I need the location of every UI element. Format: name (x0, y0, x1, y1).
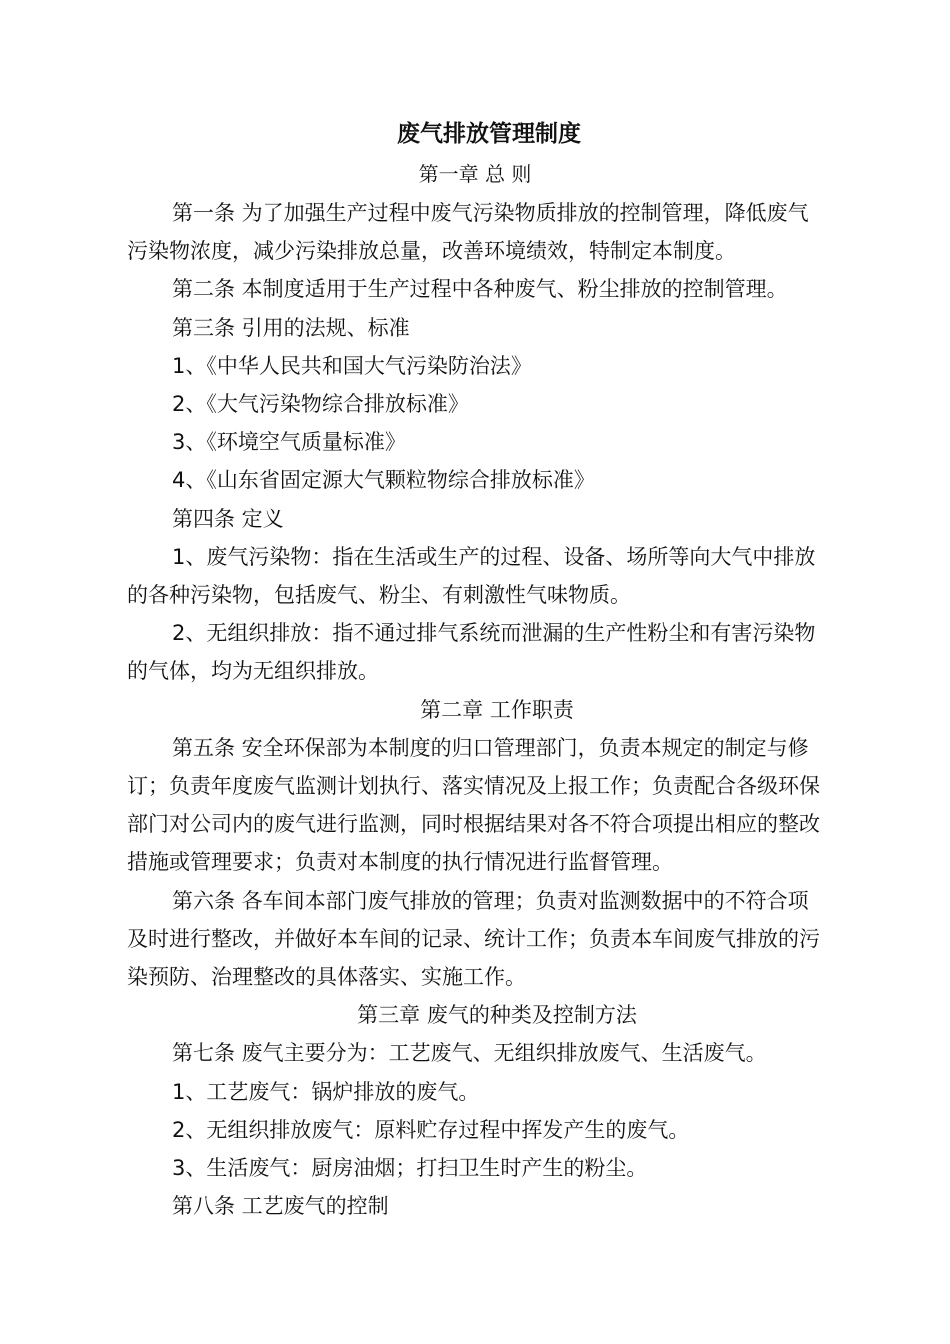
article-3: 第三条 引用的法规、标准 (172, 315, 410, 340)
definition-1: 1、废气污染物：指在生活或生产的过程、设备、场所等向大气中排放的各种污染物，包括废气、粉尘、有刺激性气味物质。 (127, 544, 816, 608)
article-7: 第七条 废气主要分为：工艺废气、无组织排放废气、生活废气。 (172, 1041, 767, 1066)
reference-1: 1、《中华人民共和国大气污染防治法》 (172, 353, 532, 378)
waste-gas-type-1: 1、工艺废气：锅炉排放的废气。 (172, 1079, 480, 1104)
article-2: 第二条 本制度适用于生产过程中各种废气、粉尘排放的控制管理。 (172, 277, 788, 302)
definition-2: 2、无组织排放：指不通过排气系统而泄漏的生产性粉尘和有害污染物的气体，均为无组织排放。 (127, 621, 816, 684)
waste-gas-type-2: 2、无组织排放废气：原料贮存过程中挥发产生的废气。 (172, 1117, 690, 1142)
reference-3: 3、《环境空气质量标准》 (172, 430, 406, 455)
chapter-3-heading: 第三章 废气的种类及控制方法 (357, 1003, 637, 1028)
chapter-1-heading: 第一章 总 则 (418, 162, 532, 186)
article-1: 第一条 为了加强生产过程中废气污染物质排放的控制管理，降低废气污染物浓度，减少污染排放总量，改善环境绩效，特制定本制度。 (127, 201, 809, 264)
article-5: 第五条 安全环保部为本制度的归口管理部门，负责本规定的制定与修订；负责年度废气监测计划执行、落实情况及上报工作；负责配合各级环保部门对公司内的废气进行监测，同时根据结果对各不符合项提出相应的整改措施或管理要求；负责对本制度的执行情况进行监督管理。 (127, 735, 820, 875)
reference-4: 4、《山东省固定源大气颗粒物综合排放标准》 (172, 468, 595, 493)
document-title: 废气排放管理制度 (397, 121, 581, 147)
reference-2: 2、《大气污染物综合排放标准》 (172, 392, 469, 417)
article-4: 第四条 定义 (172, 506, 284, 531)
document-body (127, 194, 827, 1225)
article-6: 第六条 各车间本部门废气排放的管理；负责对监测数据中的不符合项及时进行整改，并做好本车间的记录、统计工作；负责本车间废气排放的污染预防、治理整改的具体落实、实施工作。 (127, 888, 820, 990)
article-8: 第八条 工艺废气的控制 (172, 1194, 389, 1219)
waste-gas-type-3: 3、生活废气：厨房油烟；打扫卫生时产生的粉尘。 (172, 1156, 648, 1181)
chapter-2-heading: 第二章 工作职责 (420, 697, 574, 722)
